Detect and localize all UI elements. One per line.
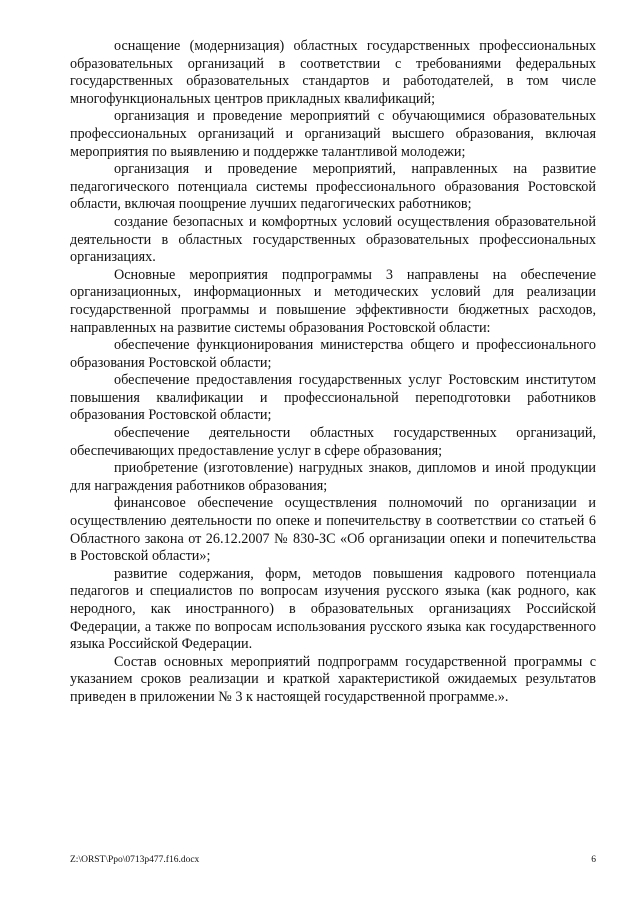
- paragraph: Состав основных мероприятий подпрограмм государственной программы с указанием сроков реализации и краткой характеристикой ожидаемых результатов приведен в приложении № 3 к настоящей государственной программе.».: [70, 653, 596, 705]
- paragraph: обеспечение деятельности областных государственных организаций, обеспечивающих предоставление услуг в сфере образования;: [70, 425, 596, 459]
- paragraph: обеспечение предоставления государственных услуг Ростовским институтом повышения квалификации и профессиональной переподготовки работников образования Ростовской области;: [70, 372, 596, 424]
- paragraph: создание безопасных и комфортных условий осуществления образовательной деятельности в областных государственных образовательных профессиональных организациях.: [70, 213, 596, 266]
- paragraph: организация и проведение мероприятий с обучающимися образовательных профессиональных организаций и организаций высшего образования, включая мероприятия по выявлению и поддержке талантливой молодежи;: [70, 108, 596, 160]
- paragraph: Основные мероприятия подпрограммы 3 направлены на обеспечение организационных, информационных и методических условий для реализации государственной программы и повышение эффективности бюджетных расходов, направленных на развитие системы образования Ростовской области:: [70, 266, 596, 336]
- paragraph: организация и проведение мероприятий, направленных на развитие педагогического потенциала системы профессионального образования Ростовской области, включая поощрение лучших педагогических работников;: [70, 161, 596, 213]
- document-body: [70, 38, 596, 707]
- paragraph: развитие содержания, форм, методов повышения кадрового потенциала педагогов и специалистов по вопросам изучения русского языка (как родного, как неродного, как иностранного) в образовательных организациях Российской Федерации, а также по вопросам использования русского языка как государственного языка Российской Федерации.: [70, 565, 596, 653]
- paragraph: финансовое обеспечение осуществления полномочий по организации и осуществлению деятельности по опеке и попечительству в соответствии со статьей 6 Областного закона от 26.12.2007 № 830-ЗС «Об организации опеки и попечительства в Ростовской области»;: [70, 495, 596, 565]
- footer-file-path: Z:\ORST\Ppo\0713p477.f16.docx: [70, 855, 200, 865]
- page-number: 6: [591, 855, 596, 865]
- paragraph: оснащение (модернизация) областных государственных профессиональных образовательных организаций в соответствии с требованиями федеральных государственных образовательных стандартов и работодателей, в том числе многофункциональных центров прикладных квалификаций;: [70, 38, 596, 107]
- paragraph: приобретение (изготовление) нагрудных знаков, дипломов и иной продукции для награждения работников образования;: [70, 460, 596, 494]
- page-footer: [70, 854, 596, 866]
- paragraph: обеспечение функционирования министерства общего и профессионального образования Ростовской области;: [70, 337, 596, 371]
